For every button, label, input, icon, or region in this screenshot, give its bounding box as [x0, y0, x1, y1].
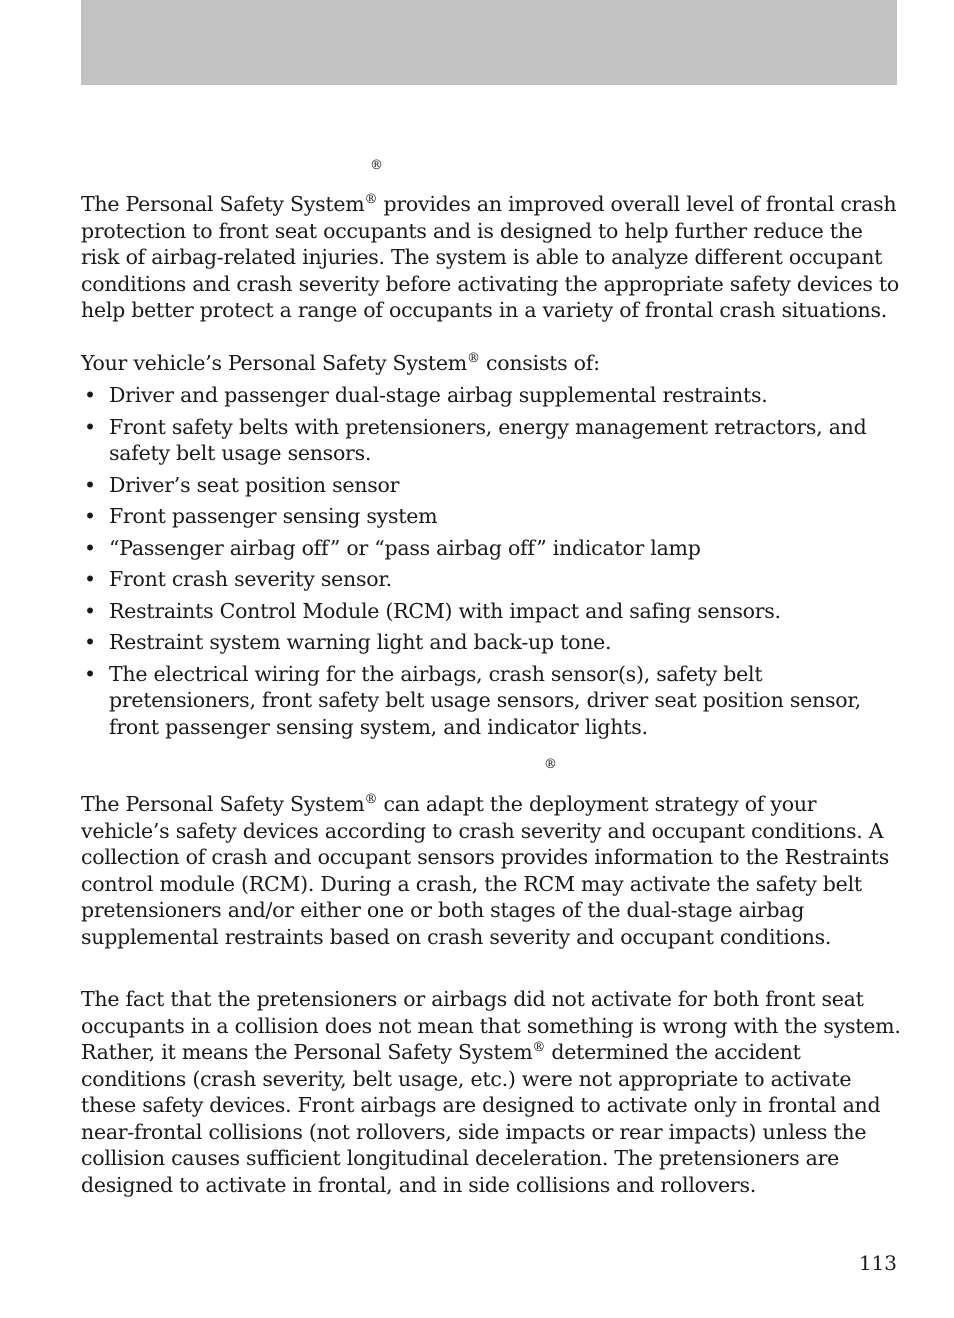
intro-text-rest: provides an improved overall level of frontal crash protection to front seat occupants and is designed to help further reduce the risk of airbag-related injuries. The system is able to analyze different occupant conditions and crash severity before activating the appropriate safety devices to help better protect a range of occupants in a variety of frontal crash situations.: [81, 192, 899, 322]
bullet: •: [84, 504, 96, 528]
bullet: •: [84, 567, 96, 591]
consists-of-paragraph: [81, 350, 901, 377]
bullet: •: [84, 472, 96, 497]
intro-paragraph: [81, 191, 901, 324]
list-item: [81, 629, 901, 656]
list-item-text: Restraint system warning light and back-up tone.: [109, 630, 612, 654]
list-item: [81, 414, 901, 467]
consists-text-rest: consists of:: [479, 351, 600, 375]
consists-text-start: Your vehicle’s Personal Safety System: [81, 351, 467, 375]
list-item: [81, 566, 901, 593]
header-band: [81, 0, 897, 85]
intro-text-start: The Personal Safety System: [81, 192, 365, 216]
list-item-text: Front passenger sensing system: [109, 504, 438, 528]
bullet: •: [84, 383, 96, 407]
list-item-text: Driver’s seat position sensor: [109, 472, 400, 497]
bullet: •: [84, 661, 96, 686]
list-item-text: “Passenger airbag off” or “pass airbag off” indicator lamp: [109, 535, 701, 560]
list-item: [81, 382, 901, 409]
list-item-text: Front safety belts with pretensioners, energy management retractors, and safety belt usage sensors.: [109, 414, 867, 465]
list-item-text: Restraints Control Module (RCM) with impact and safing sensors.: [109, 598, 781, 623]
activation-text-rest: determined the accident conditions (crash severity, belt usage, etc.) were not appropriate to activate these safety devices. Front airbags are designed to activate only in frontal and near-frontal collisions (not rollovers, side impacts or rear impacts) unless the collision causes sufficient longitudinal deceleration. The pretensioners are designed to activate in frontal, and in side collisions and rollovers.: [81, 1040, 881, 1197]
operation-text-rest: can adapt the deployment strategy of your vehicle’s safety devices according to crash severity and occupant conditions. A collection of crash and occupant sensors provides information to the Restraints control module (RCM). During a crash, the RCM may activate the safety belt pretensioners and/or either one or both stages of the dual-stage airbag supplemental restraints based on crash severity and occupant conditions.: [81, 792, 890, 949]
operation-text-start: The Personal Safety System: [81, 792, 365, 816]
bullet: •: [84, 535, 96, 560]
list-item: [81, 503, 901, 530]
list-item: [81, 535, 901, 562]
list-item: [81, 598, 901, 625]
list-item: [81, 661, 901, 741]
registered-mark: ®: [467, 351, 480, 367]
registered-mark: ®: [364, 192, 378, 208]
page-number: 113: [858, 1251, 897, 1275]
list-item-text: Front crash severity sensor.: [109, 567, 392, 591]
heading-registered-mark-1: ®: [370, 158, 383, 173]
registered-mark: ®: [532, 1040, 546, 1056]
list-item: [81, 472, 901, 499]
registered-mark: ®: [364, 792, 378, 808]
component-list: [81, 382, 901, 745]
bullet: •: [84, 414, 96, 439]
activation-paragraph: [81, 986, 901, 1198]
bullet: •: [84, 630, 96, 654]
activation-text-start: The fact that the pretensioners or airbags did not activate for both front seat occupants in a collision does not mean that something is wrong with the system. Rather, it means the Personal Safety System: [81, 987, 901, 1064]
heading-registered-mark-2: ®: [544, 757, 557, 772]
bullet: •: [84, 598, 96, 623]
operation-paragraph: [81, 791, 901, 950]
list-item-text: The electrical wiring for the airbags, crash sensor(s), safety belt pretensioners, front safety belt usage sensors, driver seat position sensor, front passenger sensing system, and indicator lights.: [109, 661, 861, 739]
list-item-text: Driver and passenger dual-stage airbag supplemental restraints.: [109, 383, 768, 407]
